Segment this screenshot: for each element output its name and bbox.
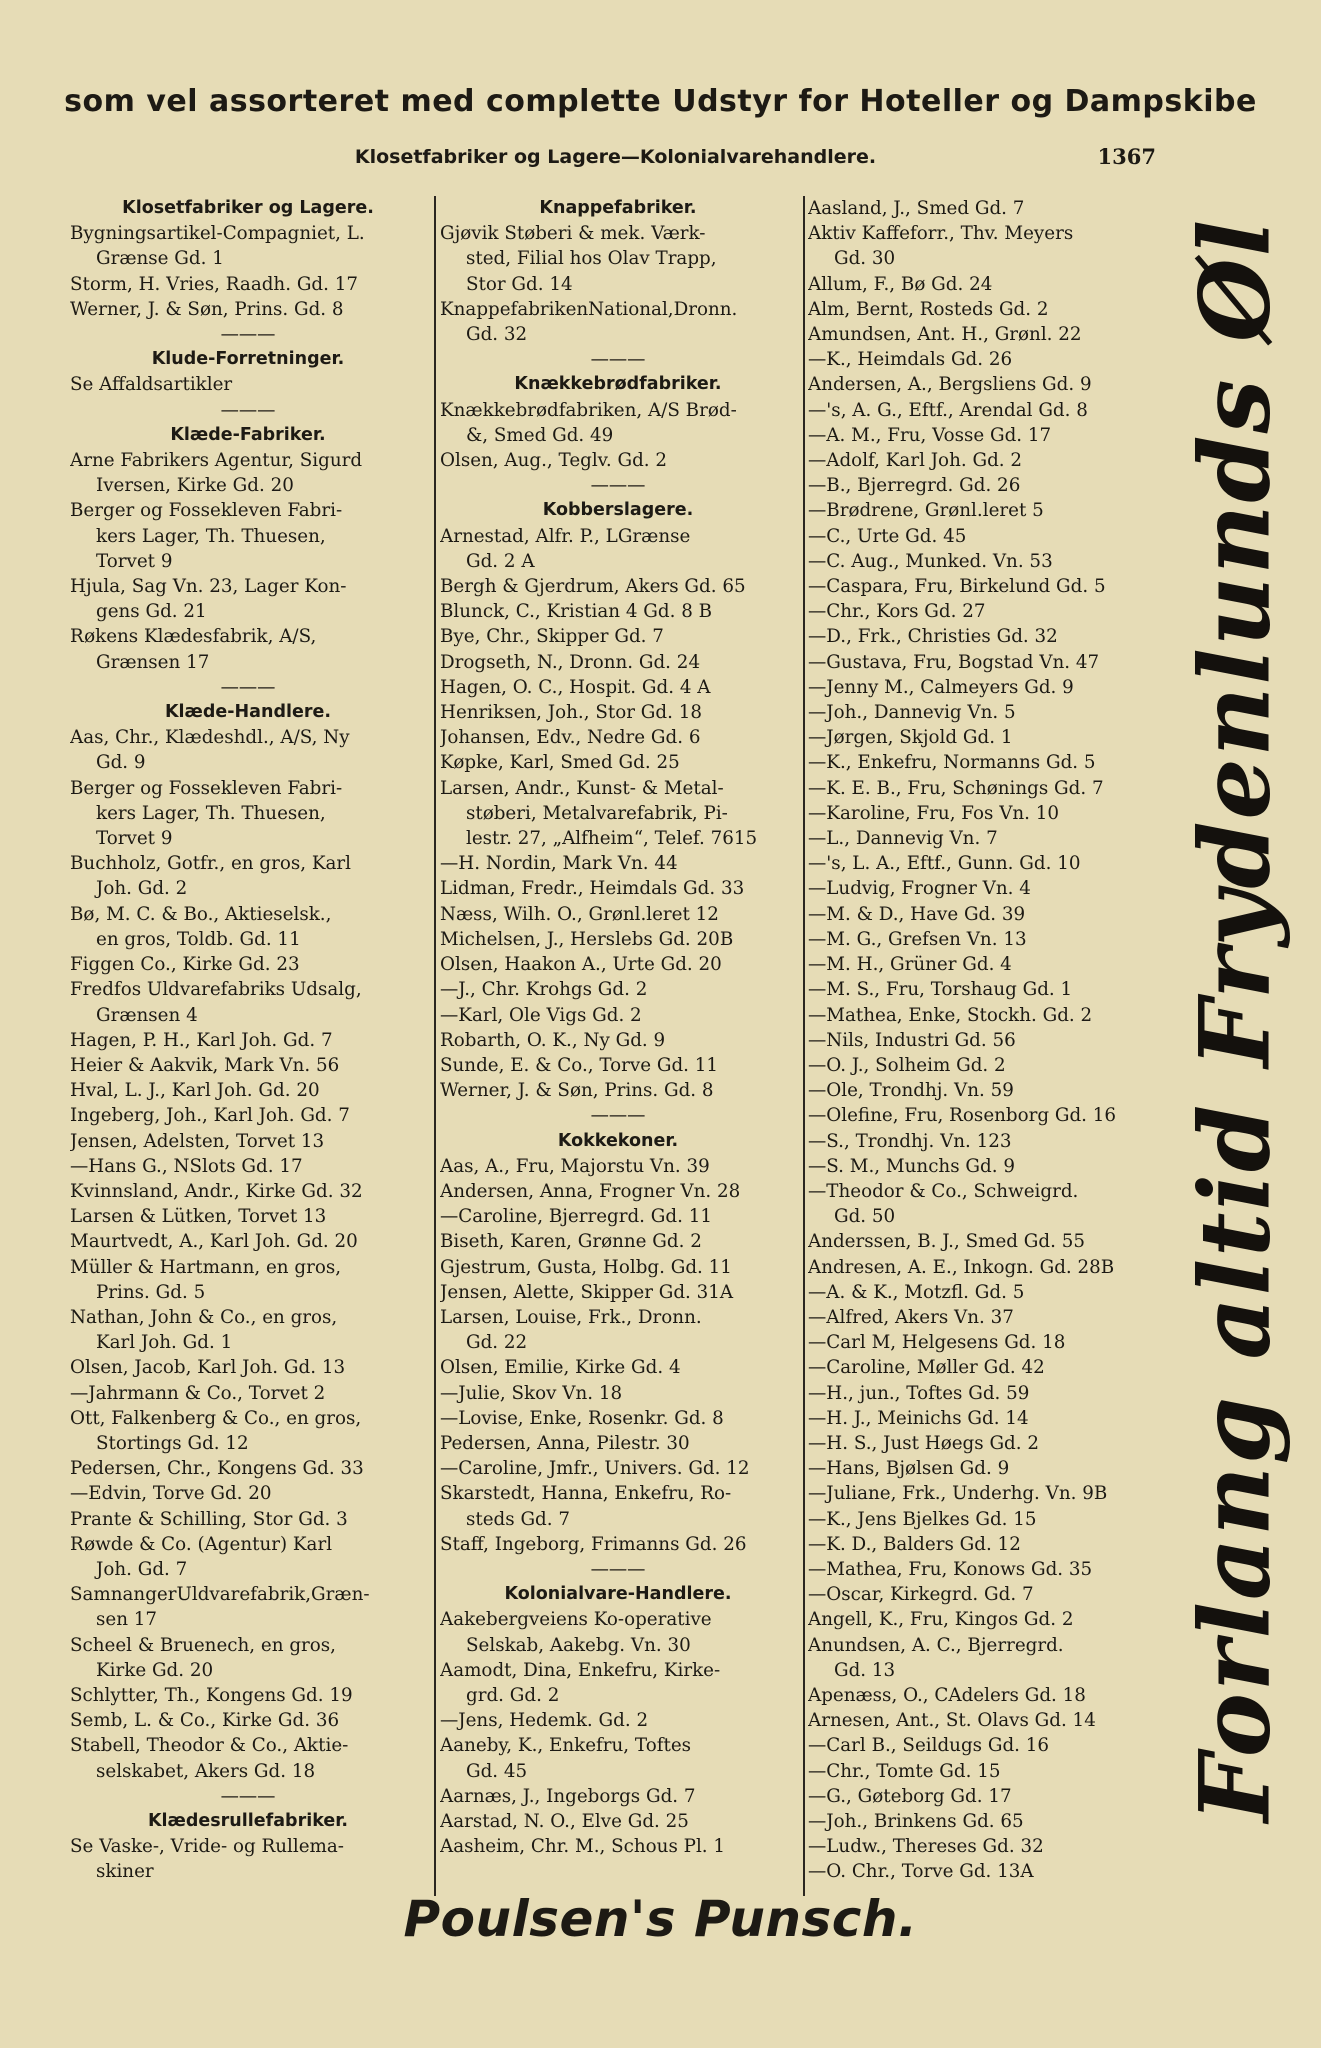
directory-entry: Næss, Wilh. O., Grønl.leret 12 [440,903,719,925]
directory-entry: Anderssen, B. J., Smed Gd. 55 [808,1231,1085,1253]
directory-entry: kers Lager, Th. Thuesen, [96,525,326,547]
directory-entry: Gjøvik Støberi & mek. Værk- [440,223,706,245]
directory-entry: Angell, K., Fru, Kingos Gd. 2 [808,1609,1074,1631]
section-heading: Klude-Forretninger. [151,349,345,370]
directory-entry: Stabell, Theodor & Co., Aktie- [70,1735,349,1757]
directory-entry: Gd. 32 [466,324,528,346]
column-divider [434,196,436,1896]
section-separator: ——— [220,324,276,346]
directory-entry: Prante & Schilling, Stor Gd. 3 [70,1508,348,1530]
directory-entry: —Julie, Skov Vn. 18 [440,1382,623,1404]
directory-entry: —Edvin, Torve Gd. 20 [70,1483,272,1505]
directory-entry: —Jenny M., Calmeyers Gd. 9 [808,676,1074,698]
directory-entry: Bergh & Gjerdrum, Akers Gd. 65 [440,576,746,598]
directory-entry: Berger og Fossekleven Fabri- [70,500,343,522]
top-banner-ad: som vel assorteret med complette Udstyr for Hoteller og Dampskibe [64,84,1257,119]
directory-entry: Stor Gd. 14 [466,273,573,295]
directory-entry: —Nils, Industri Gd. 56 [808,1029,1016,1051]
section-heading: Kobberslagere. [542,500,694,521]
directory-entry: —D., Frk., Christies Gd. 32 [808,626,1058,648]
column-divider [803,196,805,1896]
directory-entry: Müller & Hartmann, en gros, [70,1256,342,1278]
directory-entry: —J., Chr. Krohgs Gd. 2 [440,979,648,1001]
directory-entry: Aaneby, K., Enkefru, Toftes [440,1735,692,1757]
directory-entry: Grænsen 17 [96,651,210,673]
directory-entry: —Jahrmann & Co., Torvet 2 [70,1382,326,1404]
directory-entry: —Oscar, Kirkegrd. Gd. 7 [808,1584,1034,1606]
directory-entry: Hval, L. J., Karl Joh. Gd. 20 [70,1080,320,1102]
directory-entry: Olsen, Haakon A., Urte Gd. 20 [440,954,722,976]
directory-entry: Johansen, Edv., Nedre Gd. 6 [440,727,701,749]
directory-entry: —C. Aug., Munked. Vn. 53 [808,550,1053,572]
directory-entry: Lidman, Fredr., Heimdals Gd. 33 [440,878,745,900]
directory-entry: —Joh., Brinkens Gd. 65 [808,1811,1024,1832]
directory-entry: Storm, H. Vries, Raadh. Gd. 17 [70,273,359,295]
directory-entry: Aasheim, Chr. M., Schous Pl. 1 [440,1836,726,1858]
directory-entry: —Ludw., Thereses Gd. 32 [808,1836,1044,1858]
directory-entry: —Ole, Trondhj. Vn. 59 [808,1080,1014,1102]
directory-entry: Buchholz, Gotfr., en gros, Karl [70,853,351,875]
section-separator: ——— [220,676,276,698]
side-advertisement [1170,217,1300,1823]
directory-entry: kers Lager, Th. Thuesen, [96,802,326,824]
directory-entry: Alm, Bernt, Rosteds Gd. 2 [808,298,1049,320]
directory-entry: —H., jun., Toftes Gd. 59 [808,1382,1030,1404]
directory-entry: Fredfos Uldvarefabriks Udsalg, [70,979,362,1001]
page-number: 1367 [1097,144,1156,169]
directory-entry: Røkens Klædesfabrik, A/S, [70,626,317,648]
directory-entry: en gros, Toldb. Gd. 11 [96,928,301,950]
directory-entry: —Juliane, Frk., Underhg. Vn. 9B [808,1483,1108,1505]
directory-entry: Semb, L. & Co., Kirke Gd. 36 [70,1710,340,1732]
directory-entry: Gd. 22 [466,1332,528,1354]
section-heading: Kokkekoner. [557,1130,679,1151]
directory-entry: —Chr., Tomte Gd. 15 [808,1760,1001,1782]
directory-entry: —H. J., Meinichs Gd. 14 [808,1407,1029,1429]
directory-entry: Aas, Chr., Klædeshdl., A/S, Ny [70,727,350,749]
directory-entry: —K., Enkefru, Normanns Gd. 5 [808,752,1096,774]
directory-entry: —Jørgen, Skjold Gd. 1 [808,727,1013,749]
directory-entry: Bye, Chr., Skipper Gd. 7 [440,626,664,648]
section-separator: ——— [590,1105,646,1127]
directory-entry: Prins. Gd. 5 [96,1281,206,1303]
section-separator: ——— [590,475,646,497]
directory-entry: Hjula, Sag Vn. 23, Lager Kon- [70,576,347,598]
directory-entry: Røwde & Co. (Agentur) Karl [70,1533,333,1555]
directory-entry: Amundsen, Ant. H., Grønl. 22 [808,324,1082,346]
directory-entry: —Olefine, Fru, Rosenborg Gd. 16 [808,1105,1117,1127]
directory-entry: Werner, J. & Søn, Prins. Gd. 8 [440,1080,714,1102]
directory-entry: grd. Gd. 2 [466,1684,560,1706]
directory-entry: —Adolf, Karl Joh. Gd. 2 [808,450,1023,472]
directory-entry: Scheel & Bruenech, en gros, [70,1634,336,1656]
section-heading: Klosetfabriker og Lagere. [122,198,374,218]
directory-entry: Iversen, Kirke Gd. 20 [96,475,294,497]
directory-entry: Figgen Co., Kirke Gd. 23 [70,954,300,976]
directory-entry: Berger og Fossekleven Fabri- [70,777,343,799]
directory-entry: —B., Bjerregrd. Gd. 26 [808,475,1021,497]
directory-entry: —C., Urte Gd. 45 [808,525,967,547]
directory-entry: Pedersen, Anna, Pilestr. 30 [440,1432,690,1454]
directory-entry: Sunde, E. & Co., Torve Gd. 11 [440,1054,719,1076]
directory-entry: Larsen, Louise, Frk., Dronn. [440,1306,702,1328]
side-ad-text: Forlang altid Frydenlunds Øl [1178,217,1292,1823]
directory-entry: Biseth, Karen, Grønne Gd. 2 [440,1231,702,1253]
directory-entry: Olsen, Emilie, Kirke Gd. 4 [440,1357,681,1379]
directory-entry: Jensen, Adelsten, Torvet 13 [70,1130,325,1152]
directory-entry: —Theodor & Co., Schweigrd. [808,1180,1079,1202]
directory-entry: sen 17 [96,1609,158,1631]
directory-entry: Se Vaske-, Vride- og Rullema- [70,1836,344,1858]
directory-entry: —'s, A. G., Eftf., Arendal Gd. 8 [808,399,1088,421]
directory-entry: —Gustava, Fru, Bogstad Vn. 47 [808,651,1100,673]
column-1 [70,196,426,1908]
section-separator: ——— [220,1785,276,1807]
directory-entry: —Caspara, Fru, Birkelund Gd. 5 [808,576,1106,598]
section-separator: ——— [220,399,276,421]
directory-entry: Kirke Gd. 20 [96,1659,214,1681]
section-heading: Klædesrullefabriker. [147,1811,349,1831]
section-heading: Klæde-Handlere. [164,702,331,723]
directory-entry: Schlytter, Th., Kongens Gd. 19 [70,1684,353,1706]
directory-entry: —Jens, Hedemk. Gd. 2 [440,1710,649,1732]
directory-entry: Staff, Ingeborg, Frimanns Gd. 26 [440,1533,747,1555]
directory-entry: Henriksen, Joh., Stor Gd. 18 [440,702,702,724]
section-heading: Knappefabriker. [539,198,697,218]
directory-entry: Aktiv Kaffeforr., Thv. Meyers [808,223,1074,245]
directory-entry: Werner, J. & Søn, Prins. Gd. 8 [70,298,344,320]
directory-entry: —H. S., Just Høegs Gd. 2 [808,1432,1040,1454]
directory-entry: Se Affaldsartikler [70,374,233,396]
directory-entry: —Chr., Kors Gd. 27 [808,601,986,623]
directory-entry: Aarnæs, J., Ingeborgs Gd. 7 [440,1785,696,1807]
directory-entry: —Caroline, Møller Gd. 42 [808,1357,1045,1379]
directory-entry: Ingeberg, Joh., Karl Joh. Gd. 7 [70,1105,350,1127]
directory-entry: Torvet 9 [96,550,173,572]
directory-entry: Larsen, Andr., Kunst- & Metal- [440,777,724,799]
directory-entry: Grænse Gd. 1 [96,248,224,270]
directory-entry: Selskab, Aakebg. Vn. 30 [466,1634,691,1656]
directory-entry: Jensen, Alette, Skipper Gd. 31A [440,1281,734,1303]
directory-entry: Bø, M. C. & Bo., Aktieselsk., [70,903,332,925]
directory-entry: Bygningsartikel-Compagniet, L. [70,223,365,245]
running-header: Klosetfabriker og Lagere—Kolonialvarehandlere. [354,146,877,168]
directory-entry: —K., Jens Bjelkes Gd. 15 [808,1508,1037,1530]
directory-entry: Allum, F., Bø Gd. 24 [808,273,993,295]
directory-entry: —O. Chr., Torve Gd. 13A [808,1861,1034,1883]
directory-entry: —Mathea, Enke, Stockh. Gd. 2 [808,1004,1093,1026]
directory-entry: —Alfred, Akers Vn. 37 [808,1306,1014,1328]
section-separator: ——— [590,1558,646,1580]
directory-entry: Køpke, Karl, Smed Gd. 25 [440,752,680,774]
directory-entry: Hagen, O. C., Hospit. Gd. 4 A [440,676,711,698]
directory-entry: —Joh., Dannevig Vn. 5 [808,702,1016,724]
directory-entry: Hagen, P. H., Karl Joh. Gd. 7 [70,1029,333,1051]
directory-entry: Arnesen, Ant., St. Olavs Gd. 14 [808,1710,1096,1732]
directory-entry: —Hans G., NSlots Gd. 17 [70,1155,303,1177]
directory-entry: —K., Heimdals Gd. 26 [808,349,1013,371]
directory-entry: —M. S., Fru, Torshaug Gd. 1 [808,979,1073,1001]
directory-entry: steds Gd. 7 [466,1508,571,1530]
directory-entry: Kvinnsland, Andr., Kirke Gd. 32 [70,1180,363,1202]
directory-entry: —Ludvig, Frogner Vn. 4 [808,878,1031,900]
directory-entry: Apenæss, O., CAdelers Gd. 18 [808,1684,1086,1706]
directory-entry: Andersen, Anna, Frogner Vn. 28 [440,1180,741,1202]
directory-entry: Andersen, A., Bergsliens Gd. 9 [808,374,1092,396]
directory-entry: Gd. 9 [96,752,146,774]
directory-entry: Aarstad, N. O., Elve Gd. 25 [440,1811,689,1832]
directory-entry: Ott, Falkenberg & Co., en gros, [70,1407,362,1429]
directory-entry: Skarstedt, Hanna, Enkefru, Ro- [440,1483,732,1505]
directory-entry: —L., Dannevig Vn. 7 [808,828,998,850]
directory-entry: —S. M., Munchs Gd. 9 [808,1155,1015,1177]
directory-entry: Drogseth, N., Dronn. Gd. 24 [440,651,701,673]
directory-entry: sted, Filial hos Olav Trapp, [466,248,717,270]
directory-entry: Karl Joh. Gd. 1 [96,1332,233,1354]
directory-entry: —K. E. B., Fru, Schønings Gd. 7 [808,777,1104,799]
directory-entry: Blunck, C., Kristian 4 Gd. 8 B [440,601,713,623]
directory-entry: —Caroline, Jmfr., Univers. Gd. 12 [440,1458,750,1480]
directory-entry: —Carl M, Helgesens Gd. 18 [808,1332,1066,1354]
directory-entry: skiner [96,1861,154,1883]
directory-entry: KnappefabrikenNational,Dronn. [440,298,738,320]
directory-entry: —M. G., Grefsen Vn. 13 [808,928,1027,950]
directory-entry: Aakebergveiens Ko-operative [440,1609,712,1631]
directory-entry: Joh. Gd. 2 [96,878,188,900]
directory-entry: —Caroline, Bjerregrd. Gd. 11 [440,1206,712,1228]
directory-entry: —Lovise, Enke, Rosenkr. Gd. 8 [440,1407,724,1429]
section-heading: Kolonialvare-Handlere. [504,1584,732,1605]
directory-entry: —K. D., Balders Gd. 12 [808,1533,1021,1555]
directory-entry: Nathan, John & Co., en gros, [70,1306,338,1328]
directory-entry: —Mathea, Fru, Konows Gd. 35 [808,1558,1093,1580]
directory-entry: Larsen & Lütken, Torvet 13 [70,1206,327,1228]
directory-entry: Andresen, A. E., Inkogn. Gd. 28B [808,1256,1115,1278]
directory-entry: —M. & D., Have Gd. 39 [808,903,1026,925]
directory-entry: Anundsen, A. C., Bjerregrd. [808,1634,1064,1656]
directory-entry: Arne Fabrikers Agentur, Sigurd [70,450,363,472]
column-3 [808,196,1163,1908]
directory-entry: Gd. 2 A [466,550,535,572]
section-heading: Knækkebrødfabriker. [514,374,722,395]
directory-entry: —Karoline, Fru, Fos Vn. 10 [808,802,1060,824]
directory-entry: —Carl B., Seildugs Gd. 16 [808,1735,1050,1757]
column-2 [440,196,796,1908]
footer-advertisement: Poulsen's Punsch. [403,1890,918,1948]
directory-entry: Maurtvedt, A., Karl Joh. Gd. 20 [70,1231,358,1253]
directory-entry: Gjestrum, Gusta, Holbg. Gd. 11 [440,1256,732,1278]
directory-entry: Robarth, O. K., Ny Gd. 9 [440,1029,666,1051]
directory-entry: —S., Trondhj. Vn. 123 [808,1130,1012,1152]
directory-entry: &, Smed Gd. 49 [466,424,614,446]
directory-entry: Gd. 45 [466,1760,528,1782]
directory-entry: —Karl, Ole Vigs Gd. 2 [440,1004,642,1026]
directory-entry: —M. H., Grüner Gd. 4 [808,954,1012,976]
directory-entry: Gd. 50 [834,1206,896,1228]
directory-entry: Grænsen 4 [96,1004,198,1026]
directory-entry: —Brødrene, Grønl.leret 5 [808,500,1044,522]
directory-entry: Michelsen, J., Herslebs Gd. 20B [440,928,734,950]
directory-entry: Gd. 13 [834,1659,896,1681]
directory-entry: Olsen, Jacob, Karl Joh. Gd. 13 [70,1357,346,1379]
directory-entry: Arnestad, Alfr. P., LGrænse [440,525,691,547]
directory-entry: lestr. 27, „Alfheim“, Telef. 7615 [466,828,758,850]
directory-entry: gens Gd. 21 [96,601,207,623]
directory-entry: Knækkebrødfabriken, A/S Brød- [440,399,737,421]
directory-entry: Pedersen, Chr., Kongens Gd. 33 [70,1458,364,1480]
directory-entry: Heier & Aakvik, Mark Vn. 56 [70,1054,340,1076]
directory-entry: Aasland, J., Smed Gd. 7 [808,198,1025,219]
directory-entry: —A. M., Fru, Vosse Gd. 17 [808,424,1052,446]
directory-entry: Torvet 9 [96,828,173,850]
directory-entry: —Hans, Bjølsen Gd. 9 [808,1458,1010,1480]
directory-entry: Aas, A., Fru, Majorstu Vn. 39 [440,1155,710,1177]
directory-entry: Stortings Gd. 12 [96,1432,249,1454]
directory-entry: —'s, L. A., Eftf., Gunn. Gd. 10 [808,853,1081,875]
directory-entry: —A. & K., Motzfl. Gd. 5 [808,1281,1025,1303]
directory-entry: selskabet, Akers Gd. 18 [96,1760,316,1782]
directory-entry: Olsen, Aug., Teglv. Gd. 2 [440,450,668,472]
directory-entry: SamnangerUldvarefabrik,Græn- [70,1584,370,1606]
section-separator: ——— [590,349,646,371]
section-heading: Klæde-Fabriker. [170,424,326,445]
directory-entry: —H. Nordin, Mark Vn. 44 [440,853,678,875]
directory-entry: støberi, Metalvarefabrik, Pi- [466,802,728,824]
directory-entry: —O. J., Solheim Gd. 2 [808,1054,1006,1076]
directory-entry: Joh. Gd. 7 [96,1558,188,1580]
directory-entry: —G., Gøteborg Gd. 17 [808,1785,1012,1807]
directory-entry: Gd. 30 [834,248,896,270]
directory-entry: Aamodt, Dina, Enkefru, Kirke- [440,1659,721,1681]
